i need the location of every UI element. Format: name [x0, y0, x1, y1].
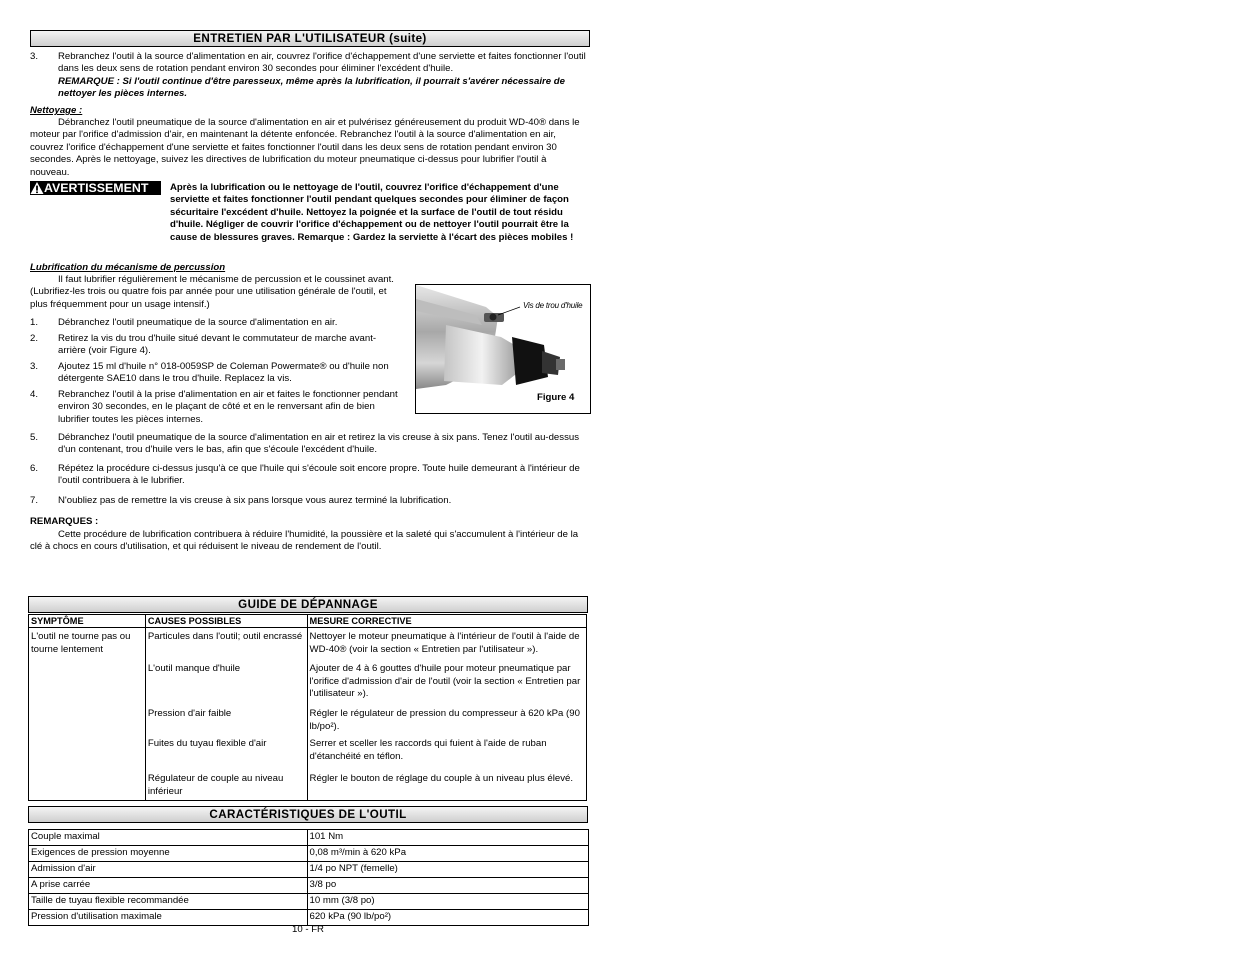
spec-value: 1/4 po NPT (femelle) [307, 862, 588, 878]
table-row [29, 830, 589, 846]
step-3-text: Rebranchez l'outil à la source d'alimentation en air, couvrez l'orifice d'échappement d'une serviette et faites fonctionner l'outil dans les deux sens de rotation pendant environ 30 secondes pour éliminer l'excédent d'huile. [58, 51, 586, 75]
warning-label: AVERTISSEMENT [44, 181, 149, 195]
table-header-row [29, 615, 587, 628]
spec-label: Admission d'air [29, 862, 308, 878]
header-causes: CAUSES POSSIBLES [145, 615, 307, 628]
step-text: Ajoutez 15 ml d'huile n° 018-0059SP de Coleman Powermate® ou d'huile non détergente SAE10 dans le trou d'huile. Replacez la vis. [58, 361, 389, 385]
remedy-cell: Ajouter de 4 à 6 gouttes d'huile pour moteur pneumatique par l'orifice d'admission d'air de l'outil (voir la section « Entretien par l'utilisateur »). [309, 663, 581, 700]
table-row [29, 878, 589, 894]
table-row [29, 846, 589, 862]
step-3-remark: REMARQUE : Si l'outil continue d'être paresseux, même après la lubrification, il pourrait s'avérer nécessaire de nettoyer les pièces internes. [58, 75, 565, 100]
section-title-entretien: ENTRETIEN PAR L'UTILISATEUR (suite) [30, 30, 590, 47]
step-number: 2. [30, 333, 39, 344]
symptom-cell: L'outil ne tourne pas ou tourne lentement [29, 628, 146, 801]
cause-cell: Pression d'air faible [145, 707, 307, 737]
troubleshooting-table [28, 614, 587, 801]
cause-cell: Fuites du tuyau flexible d'air [145, 737, 307, 772]
warning-triangle-icon [30, 181, 44, 195]
warning-badge [30, 181, 161, 195]
lubrification-intro: Il faut lubrifier régulièrement le mécanisme de percussion et le coussinet avant. (Lubrifiez-les trois ou quatre fois par année pour une utilisation générale de l'outil, et plus fréquemment pour un usage intensif.) [30, 274, 394, 310]
spec-value: 0,08 m³/min à 620 kPa [307, 846, 588, 862]
specs-table [28, 829, 589, 926]
remedy-cell: Régler le bouton de réglage du couple à un niveau plus élevé. [309, 773, 574, 785]
step-number: 1. [30, 317, 39, 328]
step-text: N'oubliez pas de remettre la vis creuse à six pans lorsque vous aurez terminé la lubrification. [58, 495, 452, 506]
step-number: 4. [30, 389, 39, 400]
step-text: Débranchez l'outil pneumatique de la source d'alimentation en air. [58, 317, 338, 328]
spec-value: 3/8 po [307, 878, 588, 894]
spec-label: Exigences de pression moyenne [29, 846, 308, 862]
step-number: 5. [30, 432, 39, 443]
cause-cell: Régulateur de couple au niveau inférieur [145, 772, 307, 801]
cause-cell: L'outil manque d'huile [145, 662, 307, 707]
remedy-cell: Nettoyer le moteur pneumatique à l'intérieur de l'outil à l'aide de WD-40® (voir la section « Entretien par l'utilisateur »). [309, 631, 580, 655]
figure-label: Vis de trou d'huile [523, 301, 583, 310]
nettoyage-heading: Nettoyage : [30, 105, 83, 116]
step-number: 6. [30, 463, 39, 474]
step-number: 3. [30, 51, 39, 62]
cause-cell: Particules dans l'outil; outil encrassé [145, 628, 307, 663]
spec-label: Pression d'utilisation maximale [29, 910, 308, 926]
figure-4 [415, 284, 591, 414]
remarques-heading: REMARQUES : [30, 516, 99, 527]
spec-value: 10 mm (3/8 po) [307, 894, 588, 910]
spec-label: Taille de tuyau flexible recommandée [29, 894, 308, 910]
remedy-cell: Serrer et sceller les raccords qui fuient à l'aide de ruban d'étanchéité en téflon. [309, 738, 547, 762]
spec-label: Couple maximal [29, 830, 308, 846]
table-row [29, 894, 589, 910]
nettoyage-paragraph: Débranchez l'outil pneumatique de la source d'alimentation en air et pulvérisez généreusement du produit WD-40® dans le moteur par l'orifice d'admission d'air, en maintenant la détente enfoncée. Rebranchez l'outil à la source d'alimentation en air, couvrez l'orifice d'échappement d'une serviette et faites fonctionner l'outil dans les deux sens de rotation pendant environ 30 secondes. Après le nettoyage, suivez les directives de lubrification du moteur pneumatique ci-dessus pour lubrifier l'outil à nouveau. [30, 117, 580, 178]
remarques-paragraph: Cette procédure de lubrification contribuera à réduire l'humidité, la poussière et la saleté qui s'accumulent à l'intérieur de la clé à chocs en cours d'utilisation, et qui réduisent le niveau de rendement de l'outil. [30, 529, 579, 553]
step-text [58, 51, 588, 101]
lubrification-heading: Lubrification du mécanisme de percussion [30, 262, 226, 273]
step-text: Rebranchez l'outil à la prise d'alimentation en air et faites le fonctionner pendant environ 30 secondes, en le plaçant de côté et en le renversant afin de bien lubrifier toutes les pièces internes. [58, 389, 398, 425]
section-title-guide: GUIDE DE DÉPANNAGE [28, 596, 588, 613]
remedy-cell: Régler le régulateur de pression du compresseur à 620 kPa (90 lb/po²). [309, 708, 580, 732]
header-symptome: SYMPTÔME [29, 615, 146, 628]
step-text: Retirez la vis du trou d'huile situé devant le commutateur de marche avant-arrière (voir Figure 4). [58, 333, 377, 357]
step-text: Répétez la procédure ci-dessus jusqu'à ce que l'huile qui s'écoule soit encore propre. Toute huile demeurant à l'intérieur de l'outil contribuera à le lubrifier. [58, 463, 580, 487]
page-number: 10 - FR [292, 924, 324, 935]
table-row [29, 628, 587, 663]
header-mesure: MESURE CORRECTIVE [307, 615, 586, 628]
spec-value: 101 Nm [307, 830, 588, 846]
step-number: 7. [30, 495, 39, 506]
table-row [29, 862, 589, 878]
step-number: 3. [30, 361, 39, 372]
figure-caption: Figure 4 [537, 392, 575, 403]
spec-value: 620 kPa (90 lb/po²) [307, 910, 588, 926]
spec-label: A prise carrée [29, 878, 308, 894]
warning-text: Après la lubrification ou le nettoyage de l'outil, couvrez l'orifice d'échappement d'une serviette et faites fonctionner l'outil pendant quelques secondes pour éliminer de façon sécuritaire l'excédent d'huile. Nettoyez la poignée et la surface de l'outil de tout résidu d'huile. Négliger de couvrir l'orifice d'échappement ou de nettoyer l'outil pourrait être la cause de blessures graves. Remarque : Gardez la serviette à l'écart des pièces mobiles ! [170, 182, 574, 243]
section-title-specs: CARACTÉRISTIQUES DE L'OUTIL [28, 806, 588, 823]
step-text: Débranchez l'outil pneumatique de la source d'alimentation en air et retirez la vis creuse à six pans. Tenez l'outil au-dessus d'un contenant, trou d'huile vers le bas, afin que s'écoule l'excédent d'huile. [58, 432, 579, 456]
